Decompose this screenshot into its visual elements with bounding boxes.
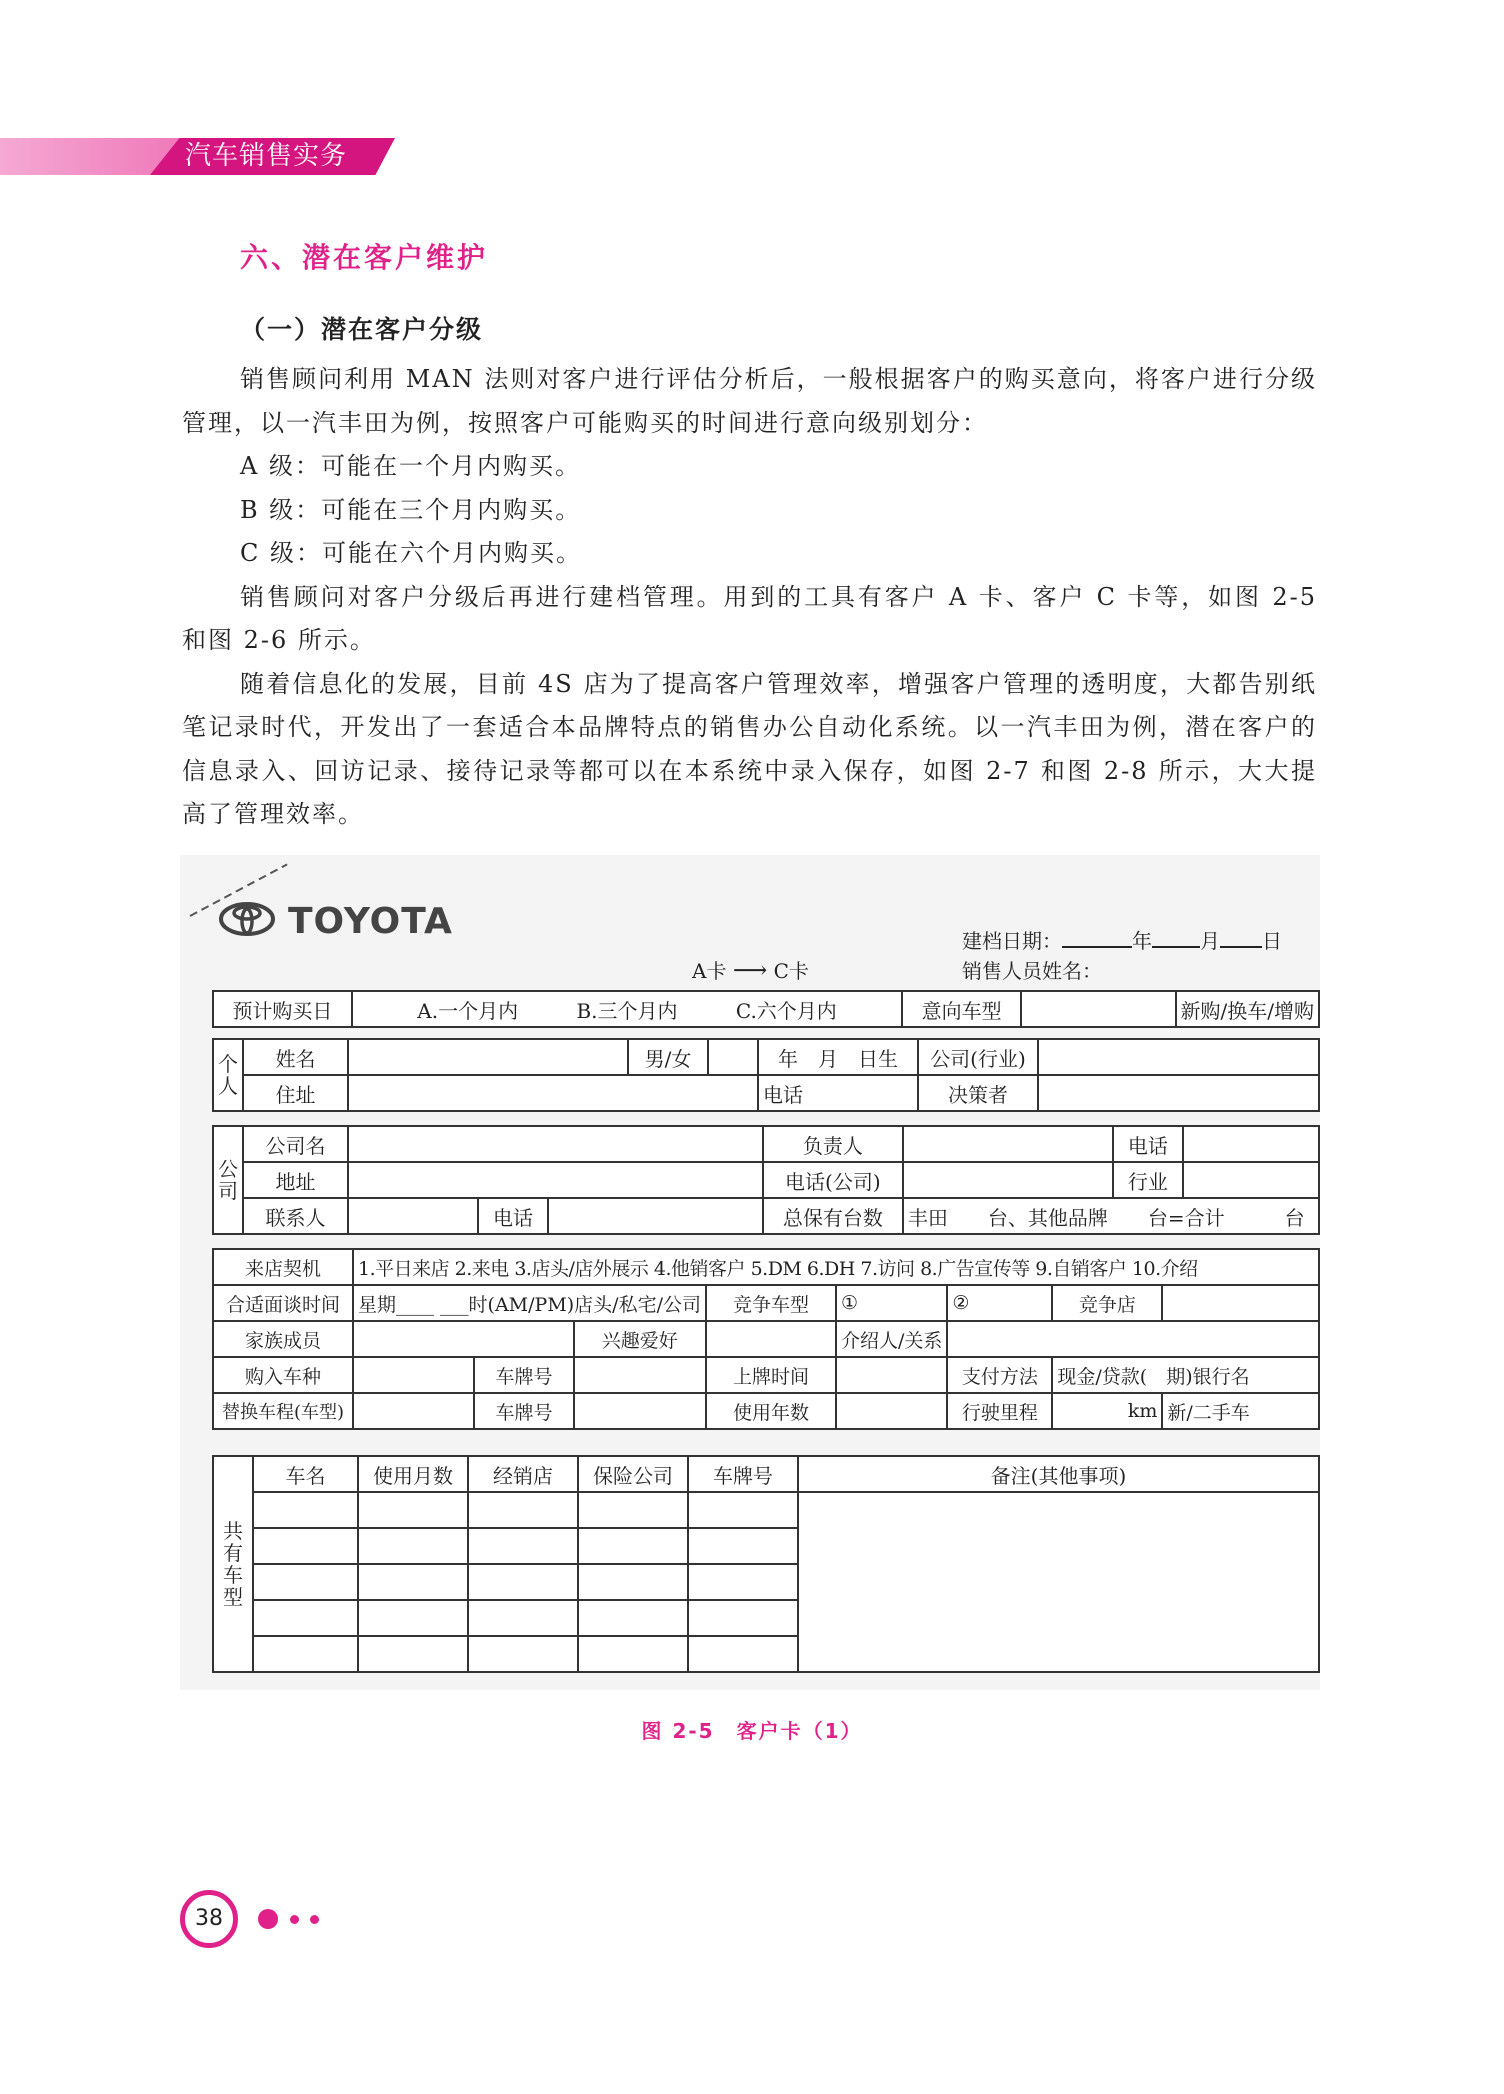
dot-small-icon — [310, 1915, 319, 1924]
col-remarks: 备注(其他事项) — [798, 1456, 1319, 1492]
total-owned-label: 总保有台数 — [763, 1198, 903, 1234]
replace-plate-label: 车牌号 — [474, 1393, 573, 1429]
paragraph: 销售顾问对客户分级后再进行建档管理。用到的工具有客户 A 卡、客户 C 卡等，如图 2-5 和图 2-6 所示。 — [182, 582, 1317, 654]
company-address-value — [348, 1162, 763, 1198]
page-number: 38 — [180, 1890, 238, 1948]
company-industry-value — [1038, 1039, 1319, 1075]
decision-maker-value — [1038, 1075, 1319, 1111]
purchase-options — [352, 991, 902, 1027]
table-cell — [253, 1492, 358, 1528]
hobbies-label: 兴趣爱好 — [574, 1321, 706, 1357]
figure-caption: 图 2-5 客户卡（1） — [641, 1719, 863, 1743]
register-time-label: 上牌时间 — [706, 1357, 836, 1393]
shared-group-label: 共 有 车 型 — [213, 1456, 253, 1672]
table-cell — [253, 1636, 358, 1672]
year-label: 年 — [1132, 929, 1152, 953]
payment-label: 支付方法 — [947, 1357, 1052, 1393]
option-c: C.六个月内 — [735, 998, 837, 1023]
month-blank — [1152, 928, 1200, 948]
address-value — [348, 1075, 758, 1111]
body-text — [182, 358, 1317, 837]
file-date — [962, 925, 1282, 954]
contact-phone-label: 电话 — [478, 1198, 548, 1234]
name-label: 姓名 — [243, 1039, 348, 1075]
visit-label: 来店契机 — [213, 1249, 353, 1285]
industry-label: 行业 — [1113, 1162, 1183, 1198]
intent-model-value — [1021, 991, 1175, 1027]
table-cell — [358, 1492, 468, 1528]
replace-plate-value — [574, 1393, 706, 1429]
km-label: km — [1052, 1393, 1162, 1429]
contact-phone-value — [548, 1198, 763, 1234]
referrer-label: 介绍人/关系 — [836, 1321, 947, 1357]
remarks-cell — [798, 1492, 1319, 1672]
company-phone-value — [903, 1162, 1113, 1198]
section-subtitle: （一）潜在客户分级 — [240, 315, 484, 344]
owned-detail: 丰田 台、其他品牌 台=合计 台 — [903, 1198, 1319, 1234]
hobbies-value — [706, 1321, 836, 1357]
paragraph: 随着信息化的发展，目前 4S 店为了提高客户管理效率，增强客户管理的透明度，大都告别纸笔记录时代，开发出了一套适合本品牌特点的销售办公自动化系统。以一汽丰田为例，潜在客户的信息录入、回访记录、接待记录等都可以在本系统中录入保存，如图 2-7 和图 2-8 所示，大大提高了管理效率。 — [182, 669, 1317, 828]
company-phone-label-short: 电话 — [1113, 1126, 1183, 1162]
table-cell — [578, 1600, 688, 1636]
col-insurance: 保险公司 — [578, 1456, 688, 1492]
contact-value — [348, 1198, 478, 1234]
shared-vehicles-table — [212, 1455, 1320, 1673]
mileage-label: 行驶里程 — [947, 1393, 1052, 1429]
table-cell — [468, 1492, 578, 1528]
col-car-name: 车名 — [253, 1456, 358, 1492]
section-title: 六、潜在客户维护 — [240, 241, 489, 274]
dot-small-icon — [290, 1915, 299, 1924]
meeting-time-label: 合适面谈时间 — [213, 1285, 353, 1321]
salesperson-label: 销售人员姓名： — [962, 959, 1102, 983]
purchased-model-label: 购入车种 — [213, 1357, 353, 1393]
card-flow — [692, 955, 809, 984]
years-used-label: 使用年数 — [706, 1393, 836, 1429]
name-value — [348, 1039, 628, 1075]
table-cell — [358, 1564, 468, 1600]
buy-type-label: 新购/换车/增购 — [1176, 991, 1319, 1027]
company-name-label: 公司名 — [243, 1126, 348, 1162]
company-phone-label: 电话(公司) — [763, 1162, 903, 1198]
salesperson — [962, 955, 1102, 984]
competitor-store-value — [1162, 1285, 1319, 1321]
competitor-model-label: 竞争车型 — [706, 1285, 836, 1321]
competitor-store-label: 竞争店 — [1052, 1285, 1162, 1321]
arrow-right-icon: ⟶ — [732, 956, 768, 984]
personal-group-label: 个 人 — [213, 1039, 243, 1111]
option-a: A.一个月内 — [417, 998, 519, 1023]
dot-large-icon — [258, 1909, 278, 1929]
table-cell — [578, 1636, 688, 1672]
table-cell — [358, 1528, 468, 1564]
visit-options: 1.平日来店 2.来电 3.店头/店外展示 4.他销客户 5.DM 6.DH 7.访问 8.广告宣传等 9.自销客户 10.介绍 — [353, 1249, 1319, 1285]
table-cell — [468, 1600, 578, 1636]
purchase-table — [212, 990, 1320, 1028]
table-cell — [688, 1636, 798, 1672]
paragraph: A 级：可能在一个月内购买。 — [240, 452, 581, 480]
person-in-charge-label: 负责人 — [763, 1126, 903, 1162]
company-address-label: 地址 — [243, 1162, 348, 1198]
table-cell — [358, 1600, 468, 1636]
logo-text: TOYOTA — [288, 901, 453, 942]
company-name-value — [348, 1126, 763, 1162]
table-cell — [468, 1564, 578, 1600]
gender-label: 男/女 — [628, 1039, 708, 1075]
purchased-plate-label: 车牌号 — [474, 1357, 573, 1393]
table-cell — [688, 1492, 798, 1528]
purchased-model-value — [353, 1357, 474, 1393]
year-blank — [1062, 928, 1132, 948]
replace-model-label: 替换车程(车型) — [213, 1393, 353, 1429]
table-cell — [253, 1528, 358, 1564]
toyota-logo-icon — [218, 901, 276, 937]
new-used-label: 新/二手车 — [1162, 1393, 1319, 1429]
years-used-value — [836, 1393, 947, 1429]
paragraph: C 级：可能在六个月内购买。 — [240, 539, 582, 567]
referrer-value — [947, 1321, 1319, 1357]
competitor-1: ① — [836, 1285, 947, 1321]
col-months-used: 使用月数 — [358, 1456, 468, 1492]
company-phone-value-short — [1183, 1126, 1319, 1162]
table-cell — [688, 1600, 798, 1636]
person-in-charge-value — [903, 1126, 1113, 1162]
day-label: 日 — [1262, 929, 1282, 953]
col-plate: 车牌号 — [688, 1456, 798, 1492]
table-cell — [253, 1564, 358, 1600]
industry-value — [1183, 1162, 1319, 1198]
day-blank — [1220, 928, 1262, 948]
address-label: 住址 — [243, 1075, 348, 1111]
card-to: C卡 — [773, 959, 809, 983]
table-cell — [578, 1492, 688, 1528]
family-label: 家族成员 — [213, 1321, 353, 1357]
company-table — [212, 1125, 1320, 1235]
company-group-label: 公 司 — [213, 1126, 243, 1234]
card-from: A卡 — [692, 959, 727, 983]
col-dealer: 经销店 — [468, 1456, 578, 1492]
purchase-date-label: 预计购买日 — [213, 991, 352, 1027]
intent-model-label: 意向车型 — [902, 991, 1021, 1027]
gender-value — [708, 1039, 758, 1075]
table-cell — [468, 1636, 578, 1672]
company-industry-label: 公司(行业) — [918, 1039, 1038, 1075]
purchased-plate-value — [574, 1357, 706, 1393]
decision-maker-label: 决策者 — [918, 1075, 1038, 1111]
family-value — [353, 1321, 574, 1357]
book-title: 汽车销售实务 — [185, 141, 348, 171]
register-time-value — [836, 1357, 947, 1393]
table-cell — [578, 1528, 688, 1564]
option-b: B.三个月内 — [576, 998, 678, 1023]
payment-detail: 现金/贷款( 期)银行名 — [1052, 1357, 1319, 1393]
paragraph: B 级：可能在三个月内购买。 — [240, 495, 582, 524]
phone-label: 电话 — [758, 1075, 918, 1111]
table-cell — [688, 1528, 798, 1564]
competitor-2: ② — [947, 1285, 1052, 1321]
table-cell — [468, 1528, 578, 1564]
table-cell — [358, 1636, 468, 1672]
details-table — [212, 1248, 1320, 1430]
table-cell — [688, 1564, 798, 1600]
replace-model-value — [353, 1393, 474, 1429]
meeting-time-value: 星期____ ___时(AM/PM)店头/私宅/公司 — [353, 1285, 706, 1321]
file-date-label: 建档日期： — [962, 929, 1062, 953]
customer-card-figure — [180, 855, 1320, 1690]
paragraph: 销售顾问利用 MAN 法则对客户进行评估分析后，一般根据客户的购买意向，将客户进行分级管理，以一汽丰田为例，按照客户可能购买的时间进行意向级别划分： — [182, 365, 1317, 437]
table-cell — [578, 1564, 688, 1600]
contact-label: 联系人 — [243, 1198, 348, 1234]
table-cell — [253, 1600, 358, 1636]
month-label: 月 — [1200, 929, 1220, 953]
personal-table — [212, 1038, 1320, 1112]
birth-label: 年 月 日生 — [758, 1039, 918, 1075]
